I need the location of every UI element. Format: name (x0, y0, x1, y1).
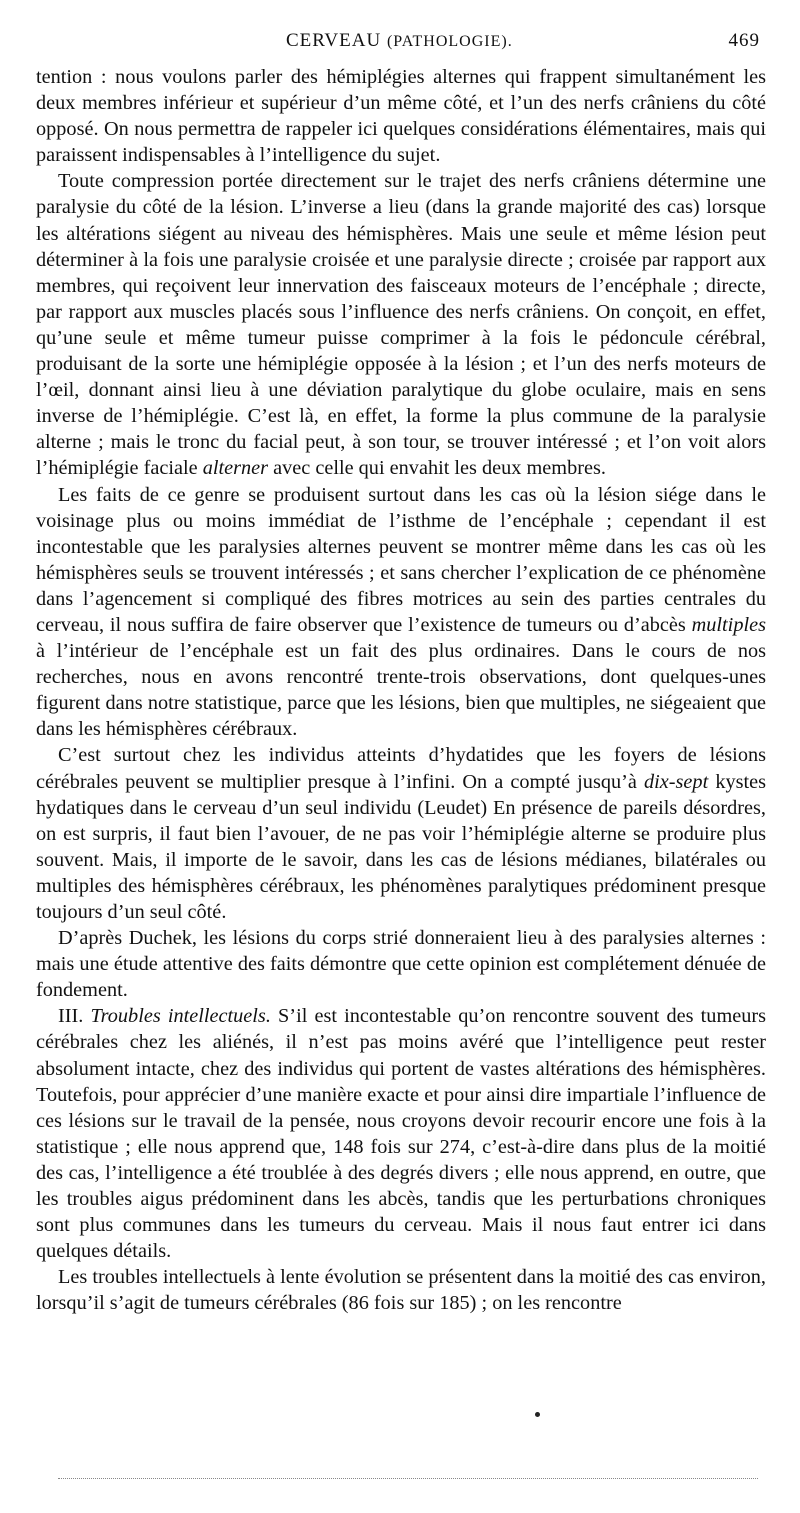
page-number: 469 (728, 30, 760, 51)
paragraph-1 (36, 64, 766, 168)
section-title: Troubles intellectuels. (90, 1005, 271, 1028)
footer-dotted-line (58, 1478, 758, 1479)
running-title (286, 30, 513, 52)
paragraph-6-after: S’il est incontestable qu’on rencontre souvent des tumeurs cérébrales chez les aliénés, il n’est pas moins avéré que l’intelligence peut rester absolument intacte, chez des individus qui portent de vastes altérations des hémisphères. Toutefois, pour apprécier d’une manière exacte et pour ainsi dire impartiale l’influence de ces lésions sur le travail de la pensée, nous croyons devoir recourir encore une fois à la statistique ; elle nous apprend que, 148 fois sur 274, c’est-à-dire dans plus de la moitié des cas, l’intelligence a été troublée à des degrés divers ; elle nous apprend, en outre, que les troubles aigus prédominent dans les abcès, tandis que les perturbations chroniques sont plus communes dans les tumeurs du cerveau. Mais il nous faut entrer ici dans quelques détails. (36, 1005, 767, 1263)
running-title-main: CERVEAU (286, 30, 382, 51)
paragraph-3-text: Les faits de ce genre se produisent surtout dans les cas où la lésion siége dans le voisinage plus ou moins immédiat de l’isthme de l’encéphale ; cependant il est incontestable que les paralysies alternes peuvent se montrer même dans les cas où les hémisphères seuls se trouvent intéressés ; et sans chercher l’explication de ce phénomène dans l’agencement si compliqué des fibres motrices au sein des parties centrales du cerveau, il nous suffira de faire observer que l’existence de tumeurs ou d’abcès (36, 483, 766, 636)
paragraph-2-after: avec celle qui envahit les deux membres. (273, 457, 606, 480)
running-subtitle: (PATHOLOGIE). (386, 33, 513, 50)
paragraph-2-text: Toute compression portée directement sur le trajet des nerfs crâniens détermine une paralysie du côté de la lésion. L’inverse a lieu (dans la grande majorité des cas) lorsque les altérations siégent au niveau des hémisphères. Mais une seule et même lésion peut déterminer à la fois une paralysie croisée et une paralysie directe ; croisée par rapport aux membres, qui reçoivent leur innervation des faisceaux moteurs de l’encéphale ; directe, par rapport aux muscles placés sous l’influence des nerfs crâniens. On conçoit, en effet, qu’une seule et même tumeur puisse comprimer à la fois le pédoncule cérébral, produisant de la sorte une hémiplégie opposée à la lésion ; et l’un des nerfs moteurs de l’œil, donnant ainsi lieu à une déviation paralytique du globe oculaire, mais en sens inverse de l’hémiplégie. C’est là, en effet, la forme la plus commune de la paralysie alterne ; mais le tronc du facial peut, à son tour, se trouver intéressé ; et l’on voit alors l’hémiplégie faciale (36, 170, 766, 480)
paragraph-4-after: kystes hydatiques dans le cerveau d’un seul individu (Leudet) En présence de pareils désordres, on est surpris, il faut bien l’avouer, de ne pas voir l’hémiplégie alterne se produire plus souvent. Mais, il importe de le savoir, dans les cas de lésions médianes, bilatérales ou multiples des hémisphères cérébraux, les phénomènes paralytiques prédominent presque toujours d’un seul côté. (36, 770, 767, 923)
printer-dot (535, 1412, 540, 1417)
paragraph-4-italic: dix-sept (644, 770, 709, 793)
page (36, 22, 766, 1317)
running-header (36, 22, 766, 56)
body-text (36, 64, 766, 1317)
paragraph-7 (36, 1264, 766, 1316)
paragraph-3-italic: multiples (691, 613, 766, 636)
paragraph-4-text: C’est surtout chez les individus atteints d’hydatides que les foyers de lésions cérébrales peuvent se multiplier presque à l’infini. On a compté jusqu’à (36, 744, 766, 793)
paragraph-6-section-heading (36, 1003, 766, 1264)
paragraph-2 (36, 168, 766, 481)
paragraph-3 (36, 482, 766, 743)
paragraph-3-after: à l’intérieur de l’encéphale est un fait des plus ordinaires. Dans le cours de nos recherches, nous en avons rencontré trente-trois observations, dont quelques-unes figurent dans notre statistique, parce que les lésions, bien que multiples, ne siégeaient que dans les hémisphères cérébraux. (36, 640, 766, 741)
paragraph-4 (36, 742, 766, 925)
paragraph-2-italic: alterner (202, 457, 269, 480)
paragraph-1-text: tention : nous voulons parler des hémiplégies alternes qui frappent simultanément les deux membres inférieur et supérieur d’un même côté, et l’un des nerfs crâniens du côté opposé. On nous permettra de rappeler ici quelques considérations élémentaires, mais qui paraissent indispensables à l’intelligence du sujet. (36, 66, 766, 167)
paragraph-5-text: D’après Duchek, les lésions du corps strié donneraient lieu à des paralysies alternes : mais une étude attentive des faits démontre que cette opinion est complétement dénuée de fondement. (36, 927, 766, 1002)
paragraph-7-text: Les troubles intellectuels à lente évolution se présentent dans la moitié des cas environ, lorsqu’il s’agit de tumeurs cérébrales (86 fois sur 185) ; on les rencontre (36, 1266, 766, 1315)
paragraph-5 (36, 925, 766, 1003)
section-number: III. (58, 1005, 84, 1028)
